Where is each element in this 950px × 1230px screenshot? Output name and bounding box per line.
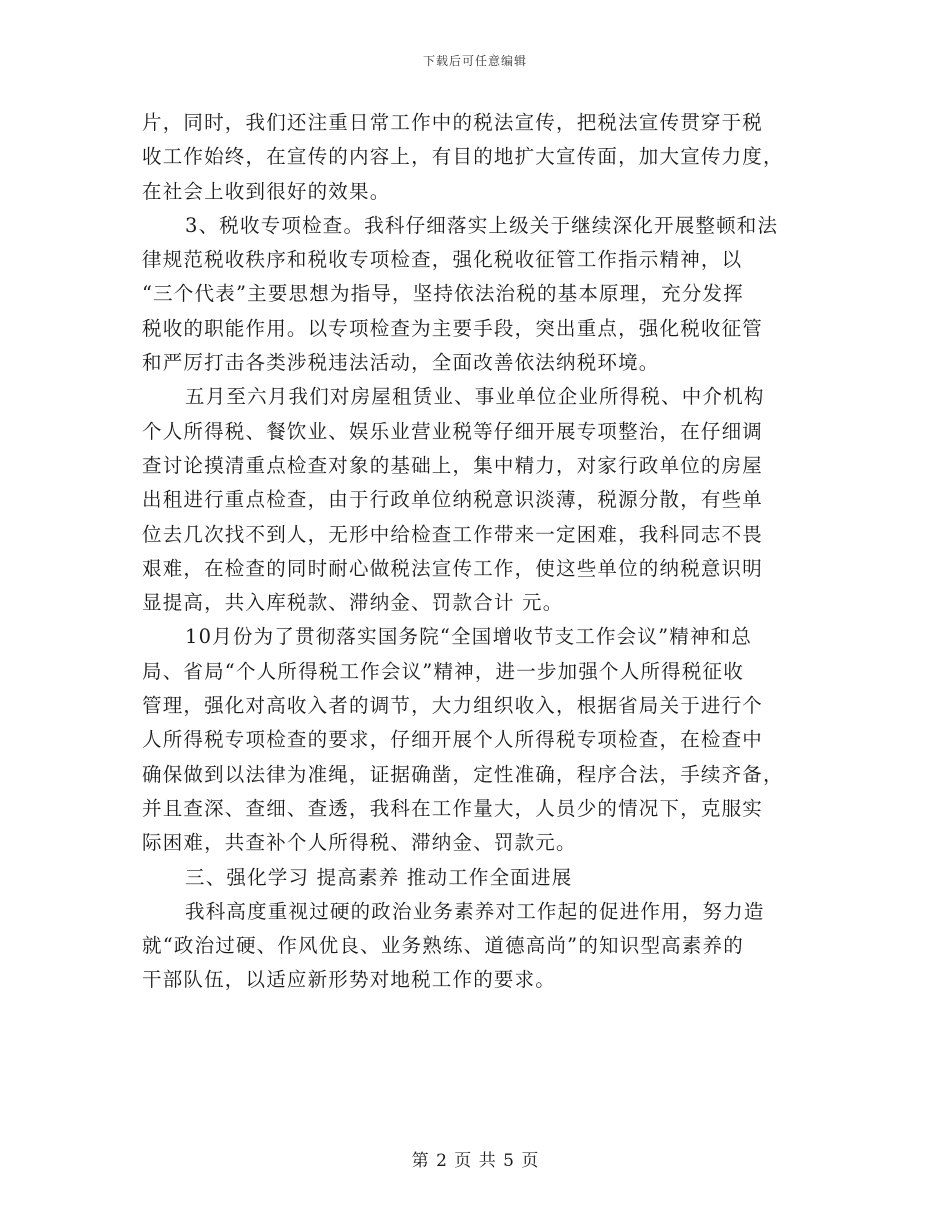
body-line: “三个代表”主要思想为指导，坚持依法治税的基本原理，充分发挥 (142, 282, 744, 306)
body-line: 人所得税专项检查的要求，仔细开展个人所得税专项检查，在检查中 (142, 728, 764, 752)
body-line: 并且查深、查细、查透，我科在工作量大，人员少的情况下，克服实 (142, 796, 764, 820)
body-line: 收工作始终，在宣传的内容上，有目的地扩大宣传面，加大宣传力度， (142, 145, 784, 169)
paragraph-start: 五月至六月我们对房屋租赁业、事业单位企业所得税、中介机构 (185, 385, 765, 409)
body-line: 确保做到以法律为准绳，证据确凿，定性准确，程序合法，手续齐备， (142, 762, 784, 786)
paragraph-start: 10月份为了贯彻落实国务院“全国增收节支工作会议”精神和总 (185, 625, 753, 649)
body-line: 位去几次找不到人，无形中给检查工作带来一定困难，我科同志不畏 (142, 522, 764, 546)
body-line: 在社会上收到很好的效果。 (142, 179, 391, 203)
body-line: 管理，强化对高收入者的调节，大力组织收入，根据省局关于进行个 (142, 694, 764, 718)
body-line: 和严厉打击各类涉税违法活动，全面改善依法纳税环境。 (142, 351, 660, 375)
document-body (142, 106, 812, 998)
body-line: 税收的职能作用。以专项检查为主要手段，突出重点，强化税收征管 (142, 316, 764, 340)
section-heading: 三、强化学习 提高素养 推动工作全面进展 (185, 865, 573, 889)
body-line: 局、省局“个人所得税工作会议”精神，进一步加强个人所得税征收 (142, 659, 744, 683)
body-line: 显提高，共入库税款、滞纳金、罚款合计 元。 (142, 591, 564, 615)
body-line: 查讨论摸清重点检查对象的基础上，集中精力，对家行政单位的房屋 (142, 453, 764, 477)
paragraph-start: 3、税收专项检查。我科仔细落实上级关于继续深化开展整顿和法 (185, 213, 779, 237)
body-line: 就“政治过硬、作风优良、业务熟练、道德高尚”的知识型高素养的 (142, 934, 744, 958)
body-line: 艰难，在检查的同时耐心做税法宣传工作，使这些单位的纳税意识明 (142, 556, 764, 580)
body-line: 际困难，共查补个人所得税、滞纳金、罚款元。 (142, 831, 577, 855)
body-line: 律规范税收秩序和税收专项检查，强化税收征管工作指示精神，以 (142, 248, 743, 272)
body-line: 出租进行重点检查，由于行政单位纳税意识淡薄，税源分散，有些单 (142, 488, 764, 512)
paragraph-start: 我科高度重视过硬的政治业务素养对工作起的促进作用，努力造 (185, 899, 765, 923)
body-line: 片，同时，我们还注重日常工作中的税法宣传，把税法宣传贯穿于税 (142, 111, 764, 134)
body-line: 干部队伍，以适应新形势对地税工作的要求。 (142, 968, 557, 992)
page-number-footer: 第 2 页 共 5 页 (411, 1151, 539, 1171)
page-header: 下载后可任意编辑 (422, 54, 527, 68)
body-line: 个人所得税、餐饮业、娱乐业营业税等仔细开展专项整治，在仔细调 (142, 419, 764, 443)
